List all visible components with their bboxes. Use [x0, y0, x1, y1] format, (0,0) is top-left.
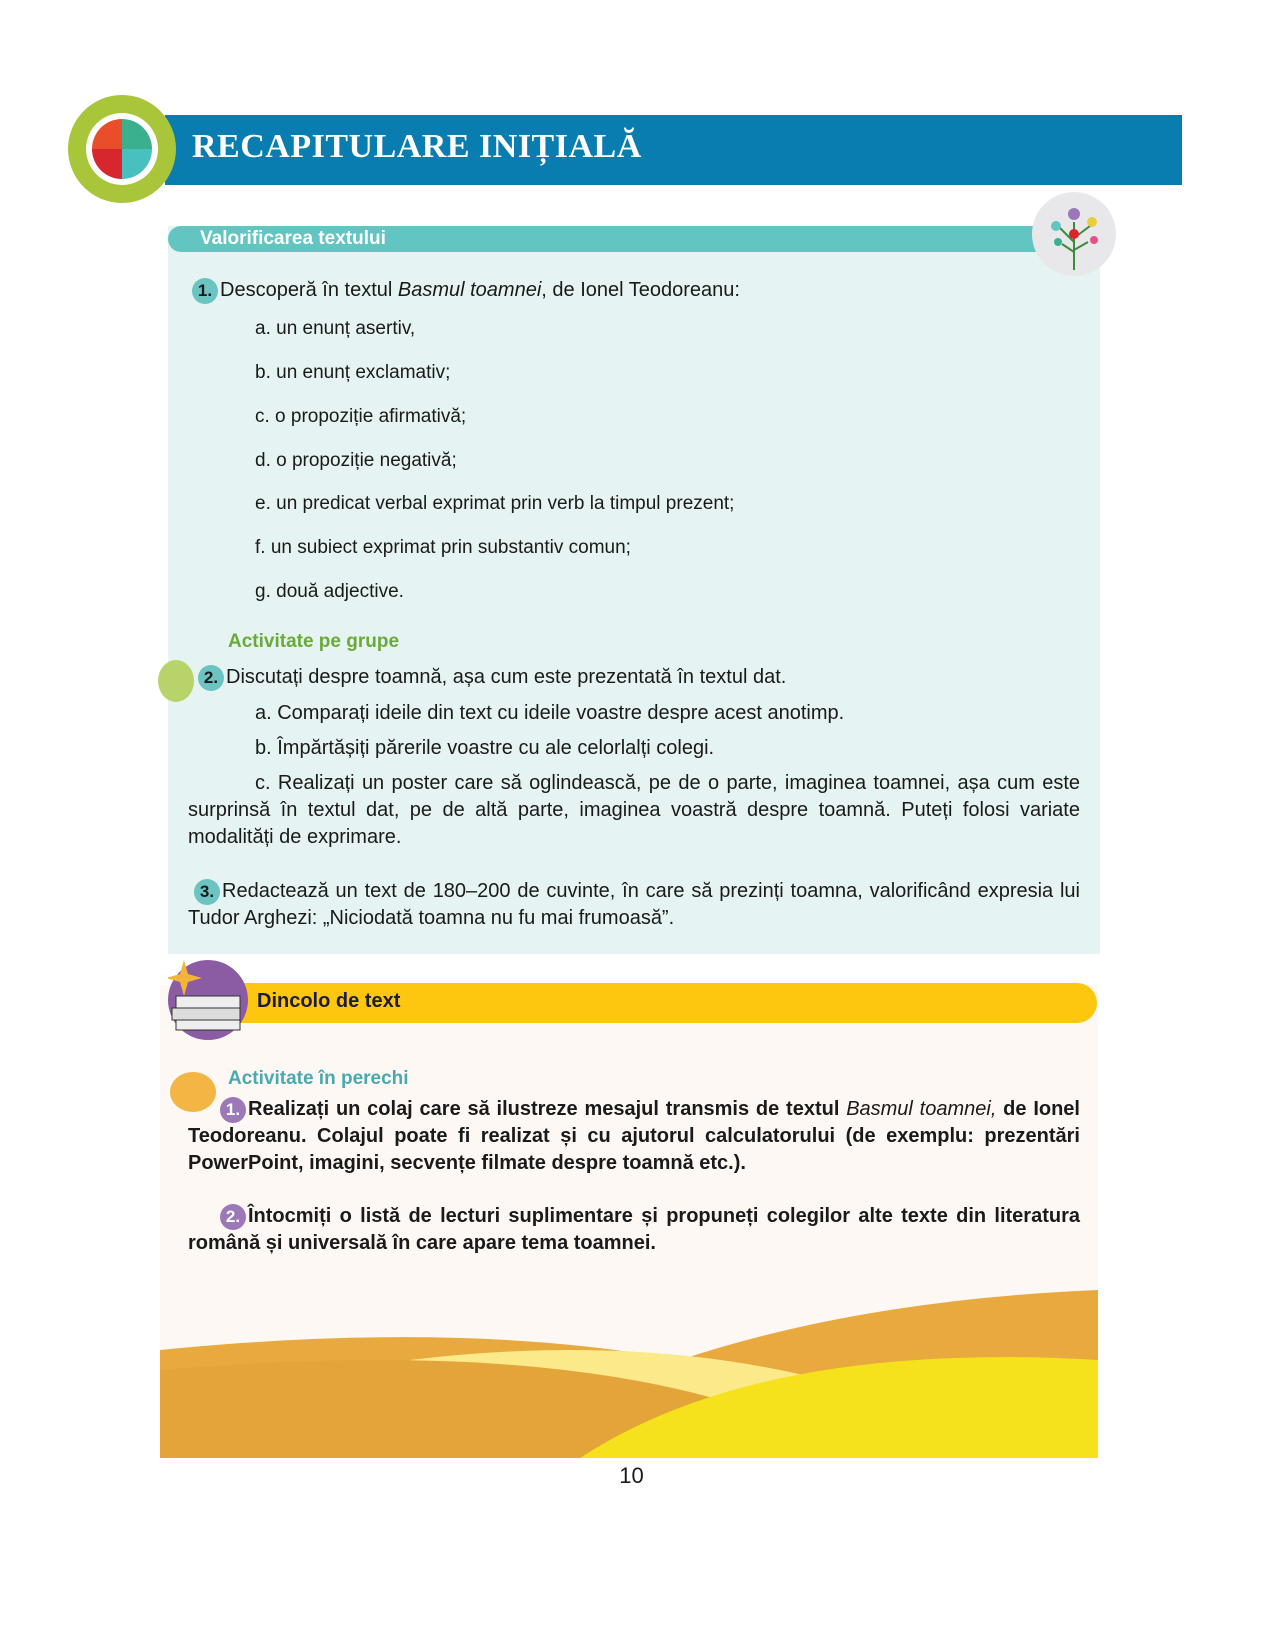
list-item: b. Împărtășiți părerile voastre cu ale celorlalți colegi. [255, 737, 715, 759]
question-text: Descoperă în textul [220, 279, 398, 301]
pair-activity-label: Activitate în perechi [228, 1068, 409, 1089]
question-number: 1. [220, 1097, 246, 1123]
question-3 [188, 878, 1080, 932]
question-number: 2. [220, 1204, 246, 1230]
section-title: Valorificarea textului [200, 228, 386, 249]
list-item: a. un enunț asertiv, [255, 318, 416, 339]
question-text: Întocmiți o listă de lecturi suplimentare și propuneți colegilor alte texte din literatura română și universală în care apare tema toamnei. [188, 1205, 1080, 1254]
question-1 [188, 1096, 1080, 1177]
question-text: , de Ionel Teodoreanu: [541, 279, 740, 301]
book-title: Basmul toamnei [397, 279, 542, 301]
list-item: f. un subiect exprimat prin substantiv comun; [255, 537, 631, 558]
puzzle-gear-icon [68, 95, 176, 203]
list-item: a. Comparați ideile din text cu ideile voastre despre acest anotimp. [255, 702, 845, 724]
page-title: RECAPITULARE INIȚIALĂ [192, 128, 642, 165]
list-item: d. o propoziție negativă; [255, 450, 457, 471]
group-activity-label: Activitate pe grupe [228, 631, 400, 652]
question-text: Discutați despre toamnă, așa cum este prezentată în textul dat. [226, 666, 787, 688]
list-item: g. două adjective. [255, 581, 404, 602]
question-number: 1. [192, 278, 218, 304]
hands-icon [158, 660, 194, 702]
question-2 [198, 664, 786, 691]
autumn-hills-illustration [160, 1280, 1098, 1458]
question-text: de Ionel Teodoreanu. Colajul poate fi realizat și cu ajutorul calculatorului (de exemplu: prezentări PowerPoint, imagini, secvențe filmate despre toamnă etc.). [188, 1098, 1080, 1174]
question-number: 2. [198, 665, 224, 691]
question-number: 3. [194, 879, 220, 905]
question-text: Realizați un colaj care să ilustreze mesajul transmis de textul [248, 1098, 847, 1120]
lightbulb-flower-icon [1032, 192, 1116, 276]
list-item: e. un predicat verbal exprimat prin verb la timpul prezent; [255, 493, 735, 514]
list-item: c. o propoziție afirmativă; [255, 406, 467, 427]
question-2 [188, 1203, 1080, 1257]
book-title: Basmul toamnei, [846, 1098, 997, 1120]
question-text: Redactează un text de 180–200 de cuvinte, în care să prezinți toamna, valorificând expresia lui Tudor Arghezi: „Niciodată toamna nu fu mai frumoasă”. [188, 880, 1080, 929]
list-item: b. un enunț exclamativ; [255, 362, 451, 383]
list-item: c. Realizați un poster care să oglindească, pe de o parte, imaginea toamnei, așa cum este surprinsă în textul dat, pe de altă parte, imaginea voastră despre toamnă. Puteți folosi variate modalități de exprimare. [188, 772, 1080, 848]
question-1 [192, 277, 740, 304]
page-number: 10 [619, 1463, 644, 1488]
section-title: Dincolo de text [257, 990, 401, 1012]
books-stars-icon [168, 960, 248, 1040]
